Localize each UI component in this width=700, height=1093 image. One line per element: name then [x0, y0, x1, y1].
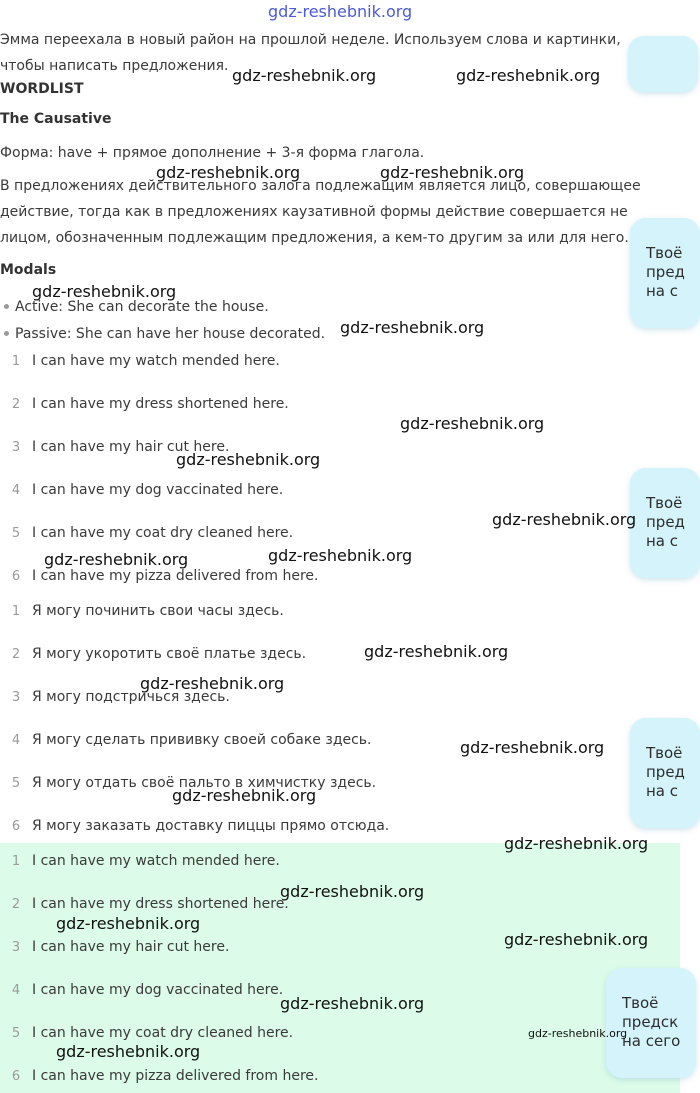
item-text: I can have my hair cut here.: [32, 439, 230, 455]
side-card[interactable]: [630, 718, 700, 828]
side-card-top[interactable]: [628, 36, 698, 92]
form-rule: Форма: have + прямое дополнение + 3-я форма глагола.: [0, 145, 425, 161]
watermark: gdz-reshebnik.org: [280, 994, 425, 1013]
item-text: I can have my dress shortened here.: [32, 896, 289, 912]
list-item: [0, 729, 372, 751]
item-text: Я могу починить свои часы здесь.: [32, 603, 284, 619]
watermark: gdz-reshebnik.org: [232, 66, 377, 85]
list-item: [0, 350, 280, 372]
item-number: 6: [11, 1068, 21, 1084]
modals-heading: Modals: [0, 262, 57, 278]
watermark: gdz-reshebnik.org: [176, 450, 321, 469]
item-number: 3: [11, 939, 21, 955]
list-item: [0, 815, 389, 837]
watermark: gdz-reshebnik.org: [460, 738, 605, 757]
side-card-line: Твоё: [646, 494, 683, 512]
watermark: gdz-reshebnik.org: [156, 163, 301, 182]
item-number: 1: [11, 603, 21, 619]
watermark: gdz-reshebnik.org: [456, 66, 601, 85]
item-text: Я могу заказать доставку пиццы прямо отсюда.: [32, 818, 390, 834]
list-item: [0, 893, 289, 915]
watermark-small: gdz-reshebnik.org: [528, 1027, 628, 1040]
item-number: 6: [11, 568, 21, 584]
list-item: [0, 479, 283, 501]
item-text: I can have my dress shortened here.: [32, 396, 289, 412]
list-item: [0, 936, 229, 958]
intro-paragraph: Эмма переехала в новый район на прошлой неделе. Используем слова и картинки, чтобы написать предложения.: [0, 32, 621, 74]
item-number: 6: [11, 818, 21, 834]
item-text: Я могу сделать прививку своей собаке здесь.: [32, 732, 372, 748]
list-item: [0, 1065, 318, 1087]
side-card-line: пред: [646, 513, 685, 531]
side-card-line: Твоё: [646, 744, 683, 762]
item-number: 2: [11, 646, 21, 662]
item-number: 5: [11, 1025, 21, 1041]
watermark: gdz-reshebnik.org: [400, 414, 545, 433]
item-text: Я могу укоротить своё платье здесь.: [32, 646, 307, 662]
example-passive: [0, 326, 325, 342]
item-number: 2: [11, 396, 21, 412]
list-item: [0, 600, 284, 622]
list-item: [0, 1022, 293, 1044]
bullet-icon: [4, 331, 9, 336]
watermark: gdz-reshebnik.org: [268, 546, 413, 565]
side-card[interactable]: [630, 218, 700, 328]
item-number: 1: [11, 353, 21, 369]
watermark: gdz-reshebnik.org: [56, 1042, 201, 1061]
item-text: I can have my coat dry cleaned here.: [32, 525, 294, 541]
causative-heading: The Causative: [0, 111, 112, 127]
list-item: [0, 393, 289, 415]
watermark: gdz-reshebnik.org: [280, 882, 425, 901]
item-number: 2: [11, 896, 21, 912]
item-number: 5: [11, 775, 21, 791]
watermark: gdz-reshebnik.org: [44, 550, 189, 569]
item-text: Я могу отдать своё пальто в химчистку здесь.: [32, 775, 377, 791]
watermark: gdz-reshebnik.org: [504, 930, 649, 949]
example-text: Active: She can decorate the house.: [15, 299, 269, 315]
item-number: 1: [11, 853, 21, 869]
side-card-line: на сего: [622, 1032, 681, 1050]
item-number: 3: [11, 439, 21, 455]
item-text: I can have my pizza delivered from here.: [32, 1068, 319, 1084]
side-card-line: на с: [646, 782, 679, 800]
explanation-paragraph: В предложениях действительного залога подлежащим является лицо, совершающее действие, тогда как в предложениях каузативной формы действие совершается не лицом, обозначенным подлежащим предложения, а кем-то другим за или для него.: [0, 178, 641, 246]
watermark: gdz-reshebnik.org: [504, 834, 649, 853]
item-number: 5: [11, 525, 21, 541]
watermark-top: gdz-reshebnik.org: [268, 2, 413, 21]
item-text: I can have my watch mended here.: [32, 853, 280, 869]
watermark: gdz-reshebnik.org: [56, 914, 201, 933]
item-text: I can have my coat dry cleaned here.: [32, 1025, 294, 1041]
item-number: 4: [11, 482, 21, 498]
item-text: Я могу подстричься здесь.: [32, 689, 230, 705]
side-card-line: пред: [646, 263, 685, 281]
item-text: I can have my watch mended here.: [32, 353, 280, 369]
item-number: 4: [11, 732, 21, 748]
bullet-icon: [4, 304, 9, 309]
list-item: [0, 522, 293, 544]
side-card-line: на с: [646, 282, 679, 300]
side-card-line: на с: [646, 532, 679, 550]
watermark: gdz-reshebnik.org: [380, 163, 525, 182]
side-card-line: Твоё: [622, 994, 659, 1012]
item-text: I can have my dog vaccinated here.: [32, 982, 284, 998]
list-item: [0, 850, 280, 872]
list-item: [0, 979, 283, 1001]
example-active: [0, 299, 269, 315]
watermark: gdz-reshebnik.org: [340, 318, 485, 337]
item-number: 4: [11, 982, 21, 998]
item-text: I can have my hair cut here.: [32, 939, 230, 955]
side-card[interactable]: [606, 968, 696, 1078]
side-card[interactable]: [630, 468, 700, 578]
watermark: gdz-reshebnik.org: [364, 642, 509, 661]
watermark: gdz-reshebnik.org: [140, 674, 285, 693]
example-text: Passive: She can have her house decorated.: [15, 326, 326, 342]
watermark: gdz-reshebnik.org: [492, 510, 637, 529]
item-number: 3: [11, 689, 21, 705]
watermark: gdz-reshebnik.org: [172, 786, 317, 805]
list-item: [0, 643, 306, 665]
item-text: I can have my pizza delivered from here.: [32, 568, 319, 584]
side-card-line: пред: [646, 763, 685, 781]
side-card-line: предск: [622, 1013, 679, 1031]
watermark: gdz-reshebnik.org: [32, 282, 177, 301]
wordlist-heading[interactable]: WORDLIST: [0, 81, 84, 97]
item-text: I can have my dog vaccinated here.: [32, 482, 284, 498]
side-card-line: Твоё: [646, 244, 683, 262]
